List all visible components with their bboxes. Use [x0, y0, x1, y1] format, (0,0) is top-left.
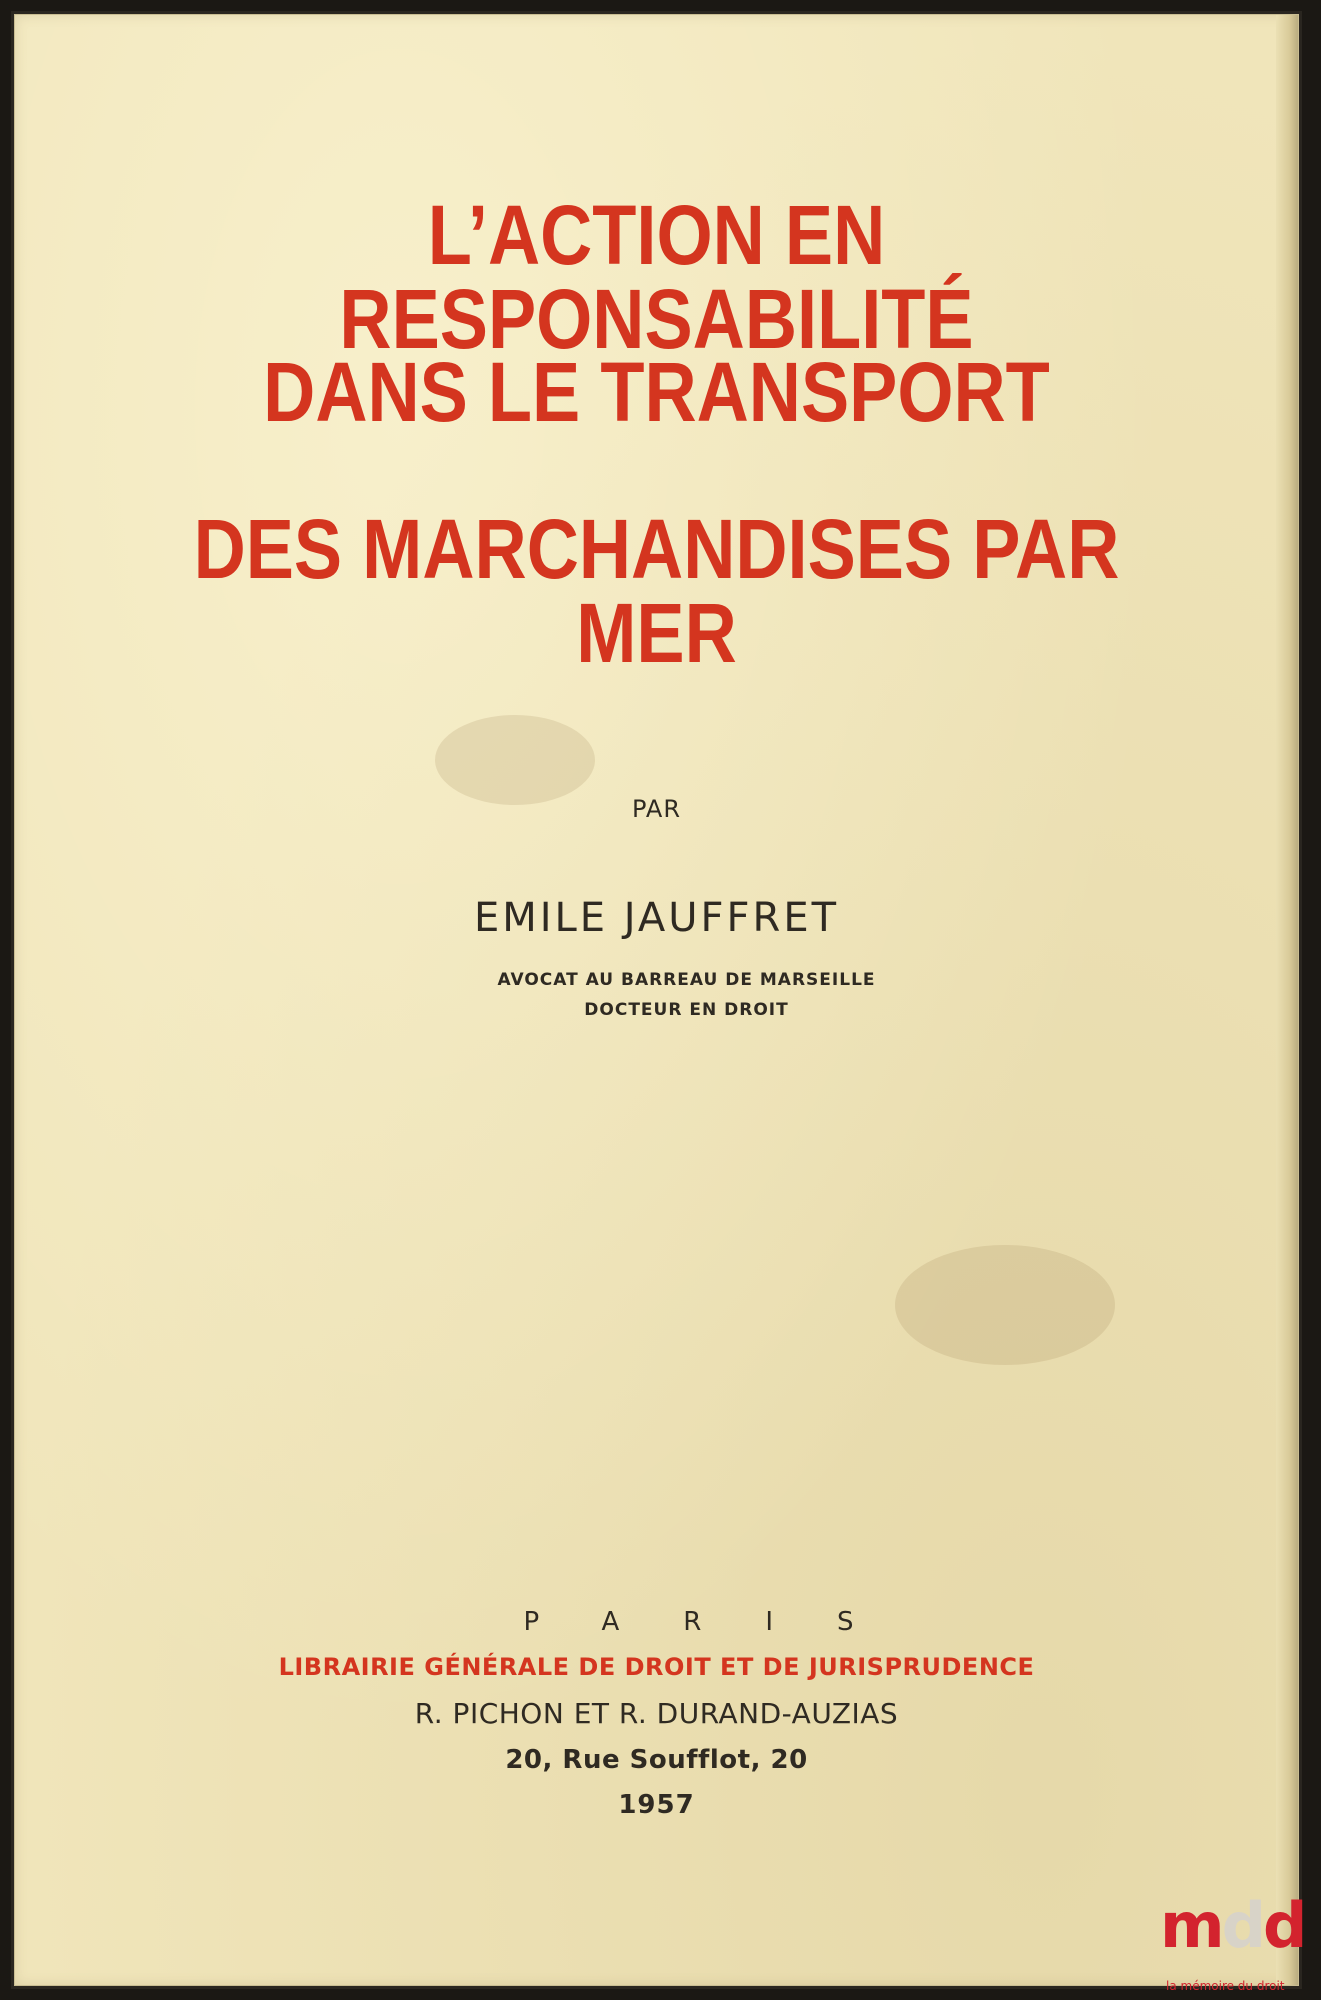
paper-stain — [435, 715, 595, 805]
title-line-2: DANS LE TRANSPORT — [263, 345, 1050, 439]
title-line-1: L’ACTION EN RESPONSABILITÉ — [339, 188, 974, 366]
title-line-3: DES MARCHANDISES PAR MER — [193, 502, 1120, 680]
author-name: EMILE JAUFFRET — [473, 895, 840, 941]
logo-mark: mdd — [1160, 1889, 1305, 1962]
publication-city: PARIS — [523, 1607, 918, 1637]
author-qualification: DOCTEUR EN DROIT — [584, 1000, 789, 1020]
book-cover — [14, 14, 1299, 1986]
publisher-address: 20, Rue Soufflot, 20 — [505, 1745, 808, 1775]
logo-tagline: la mémoire du droit — [1166, 1979, 1285, 1993]
by-label: PAR — [631, 795, 682, 823]
publisher-editors: R. PICHON ET R. DURAND-AUZIAS — [414, 1697, 899, 1730]
publication-year: 1957 — [618, 1790, 695, 1820]
paper-stain — [895, 1245, 1115, 1365]
publisher-name: LIBRAIRIE GÉNÉRALE DE DROIT ET DE JURISPRUDENCE — [278, 1653, 1035, 1681]
watermark-logo — [1160, 1889, 1310, 1995]
author-qualification: AVOCAT AU BARREAU DE MARSEILLE — [497, 970, 876, 990]
